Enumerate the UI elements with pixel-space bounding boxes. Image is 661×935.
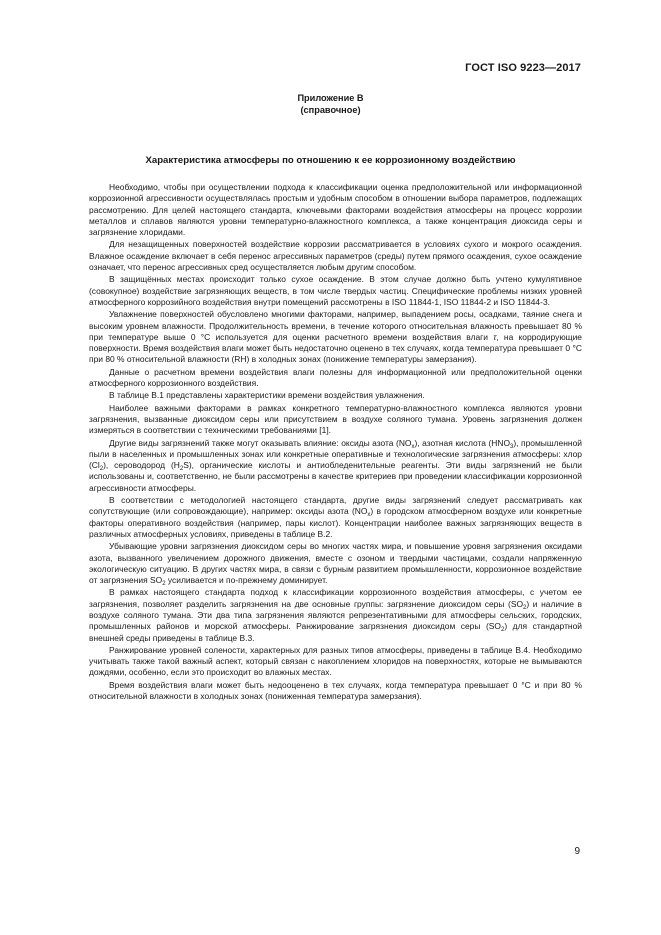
text-run: ), азотная кислота (HNO [414, 437, 511, 448]
annex-subtitle: (справочное) [300, 105, 361, 115]
subscript: 3 [510, 443, 514, 450]
text-run: Другие виды загрязнений также могут оказывать влияние: оксиды азота (NO [109, 437, 412, 448]
subscript: 2 [500, 627, 505, 634]
text-run: ) в городском атмосферном воздухе или конкретные факторы оперативного воздействия (например, пары кислот). Концентрации наиболее важных загрязняющих веществ в различных атмосферных условиях, приведены в таблице В.2. [89, 506, 582, 539]
annex-heading [0, 92, 661, 116]
paragraph [89, 309, 582, 365]
text-run: В соответствии с методологией настоящего стандарта, другие виды загрязнений следует рассматривать как сопутствующие (или сопровождающие), например: оксиды азота (NO [89, 495, 582, 517]
text-run: усиливается и по-прежнему доминирует. [165, 575, 328, 586]
paragraph: Ранжирование уровней солености, характерных для разных типов атмосферы, приведены в таблице В.4. Необходимо учитывать также такой важный аспект, который связан с накоплением хлоридов на поверхностях, которые не вымываются дождями, особенно, если это происходит во влажных местах. [89, 644, 582, 678]
text-run: τ [493, 331, 497, 342]
text-run: Увлажнение поверхностей обусловлено многими факторами, например, выпадением росы, осадками, таяние снега и высоким уровнем влажности. Продолжительность времени, в течение которого относительная влажность превышает 80 % при температуре выше 0 °С используется для оценки расчетного времени воздействия влаги [89, 309, 582, 342]
paragraph: В защищённых местах происходит только сухое осаждение. В этом случае должно быть учтено кумулятивное (совокупное) воздействие загрязняющих веществ, в том числе твердых частиц. Специфические проблемы низких уровней атмосферного коррозийного воздействия внутри помещений рассмотрены в ISO 11844-1, ISO 11844-2 и ISO 11844-3. [89, 274, 582, 307]
subscript: x [367, 512, 371, 519]
paragraph: Время воздействия влаги может быть недооценено в тех случаях, когда температура превышает 0 °С и при 80 % относительной влажности в холодных зонах (пониженная температура замерзания). [89, 679, 582, 702]
paragraph [89, 541, 582, 586]
subscript: 2 [523, 604, 527, 611]
subscript: 2 [162, 581, 166, 588]
subscript: x [411, 443, 415, 450]
text-run: ), промышленной пыли в населенных и промышленных зонах или конкретные оперативные и технологические загрязнения атмосферы: хлор (Cl [89, 437, 582, 471]
standard-code: ГОСТ ISO 9223—2017 [465, 62, 581, 74]
paragraph: Для незащищенных поверхностей воздействие коррозии рассматривается в условиях сухого и мокрого осаждения. Влажное осаждение включает в себя перенос агрессивных параметров (среды) путем прямого осаждения, сухое осаждение означает, что перенос агрессивных сред осуществляется любым другим способом. [89, 239, 582, 273]
text-run: Убывающие уровни загрязнения диоксидом серы во многих частях мира, и повышение уровня загрязнения оксидами азота, вызванного увеличением дорожного движения, вместе с озоном и твердыми частицами, создали напряженную экологическую ситуацию. В других частях мира, в связи с бурным развитием промышленности, коррозионное воздействие от загрязнения SO [89, 541, 582, 586]
paragraph: В таблице В.1 представлены характеристики времени воздействия увлажнения. [109, 390, 425, 401]
subscript: 2 [179, 466, 184, 473]
paragraph: Необходимо, чтобы при осуществлении подхода к классификации оценка предположительной или информационной коррозионной агрессивности осуществлялась простым и удобным способом в отношении выбора параметров, подлежащих рассмотрению. Для целей настоящего стандарта, ключевыми факторами воздействия атмосферы на процесс коррозии металлов и сплавов являются уровни температурно-влажностного комплекса, а также концентрация диоксида серы и загрязнение хлоридами. [89, 182, 582, 238]
paragraph [89, 495, 582, 540]
text-run: ), сероводород (H [103, 460, 180, 471]
text-run: S), органические кислоты и антиобледенительные реагенты. Эти виды загрязнений не были использованы и, соответственно, не были рассмотрены в качестве критериев при проведении классификации коррозионной агрессивности атмосферы. [89, 460, 582, 493]
subscript: 2 [99, 466, 104, 473]
body-text [89, 182, 582, 703]
annex-title: Приложение В [297, 93, 364, 103]
page-number: 9 [574, 846, 580, 857]
paragraph: Наиболее важными факторами в рамках конкретного температурно-влажностного комплекса являются уровни загрязнения, вызванные диоксидом серы или присутствием в воздухе соляного тумана. Уровень загрязнения должен измеряться в соответствии с техническими требованиями [1]. [89, 402, 582, 436]
paragraph [89, 587, 582, 643]
section-title: Характеристика атмосферы по отношению к ее коррозионному воздействию [145, 155, 516, 166]
text-run: , на корродирующие поверхности. Время воздействия влаги может быть недостаточно оценено в тех случаях, когда температура превышает 0 °С при 80 % относительной влажности (RH) в холодных зонах (понижение температуры замерзания). [89, 331, 583, 365]
paragraph [89, 438, 582, 494]
paragraph: Данные о расчетном времени воздействия влаги полезны для информационной или предположительной оценки атмосферного коррозионного воздействия. [89, 366, 582, 389]
text-run: В рамках настоящего стандарта подход к классификации коррозионного воздействия атмосферы, с учетом ее загрязнения, позволяет разделить загрязнения на две основные группы: загрязнение диоксидом серы (SO [89, 587, 582, 609]
text-run: ) для стандартной внешней среды приведены в таблице В.3. [89, 621, 582, 643]
text-run: ) и наличие в воздухе соляного тумана. Эти два типа загрязнения являются репрезентативными для атмосферы сельских, городских, промышленных районов и морской атмосферы. Ранжирование загрязнения диоксидом серы (SO [89, 598, 583, 632]
